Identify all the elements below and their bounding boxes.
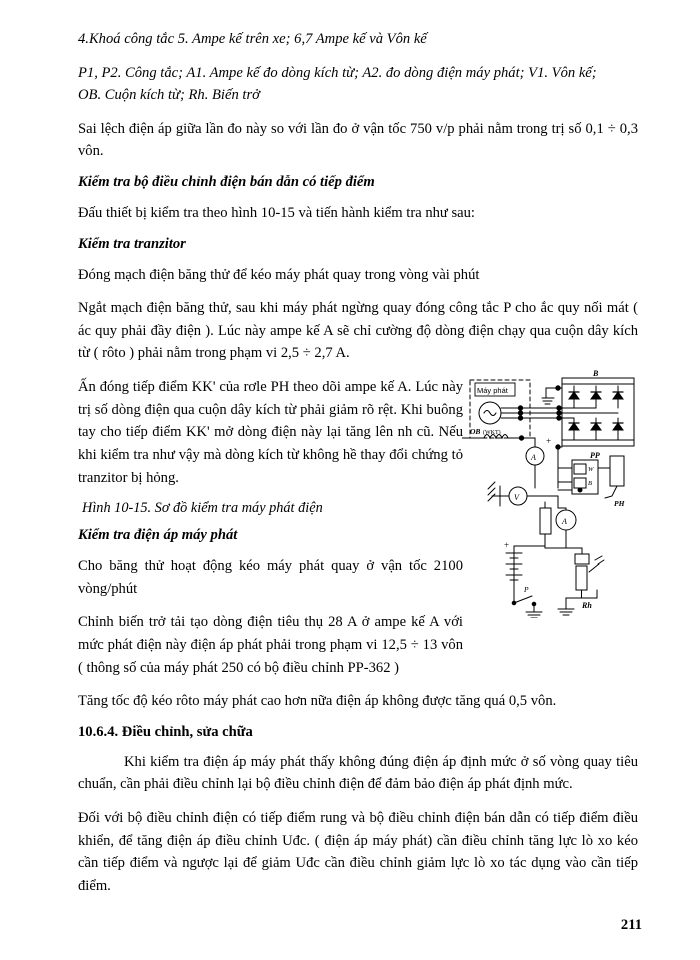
paragraph-open-circuit: Ngắt mạch điện băng thử, sau khi máy phát ngừng quay đóng công tắc P cho ắc quy nối mát ( ác quy phải đầy điện ). Lúc này ampe kế A sẽ chỉ cường độ dòng điện chạy qua cuộn dây kích từ ( rôto ) phải nằm trong phạm vi 2,5 ÷ 2,7 A. [78, 300, 638, 362]
ammeter-field-label: A [531, 453, 536, 462]
paragraph-rheostat-load: Chỉnh biến trở tải tạo dòng điện tiêu thụ 28 A ở ampe kế A với mức phát điện này điện áp phát phải trong phạm vi 12,5 ÷ 13 vôn ( thông số của máy phát 250 có bộ điều chỉnh PP-362 ) [78, 614, 463, 676]
page-number: 211 [620, 917, 642, 933]
relay-b-label: B [588, 480, 592, 487]
legend-line-1: 4.Khoá công tắc 5. Ampe kế trên xe; 6,7 Ampe kế và Vôn kế [78, 31, 427, 47]
paragraph-adjust-intro: Khi kiểm tra điện áp máy phát thấy không đúng điện áp định mức ở số vòng quay tiêu chuẩn, cần phải điều chỉnh lại bộ điều chỉnh điện để đảm bảo điện áp phát định mức. [78, 753, 638, 793]
switch-p-label: P [524, 585, 529, 594]
battery-plus-label: + [504, 540, 510, 550]
plus-node-label: + [546, 436, 552, 446]
paragraph-speed-increase: Tăng tốc độ kéo rôto máy phát cao hơn nữa điện áp không được tăng quá 0,5 vôn. [78, 693, 557, 710]
figure-caption: Hình 10-15. Sơ đồ kiểm tra máy phát điện [82, 500, 323, 517]
voltmeter-label: V [514, 493, 519, 502]
relay-w-label: W [588, 466, 594, 473]
legend-line-3: OB. Cuộn kích từ; Rh. Biến trở [78, 87, 260, 104]
paragraph-adjust-details: Đối với bộ điều chỉnh điện có tiếp điểm rung và bộ điều chỉnh điện bán dẫn có tiếp điểm điều khiển, để tăng điện áp điều chỉnh Uđc. ( điện áp máy phát) cần điều chỉnh tăng lực lò xo kéo cần tiếp điểm và ngược lại để giảm Uđc cần điều chỉnh giảm lực lò xo tác dụng vào cần tiếp điểm. [78, 810, 638, 894]
legend-line-2: P1, P2. Công tắc; A1. Ampe kế đo dòng kích từ; A2. đo dòng điện máy phát; V1. Vôn kế; [78, 64, 597, 81]
heading-check-generator-voltage: Kiểm tra điện áp máy phát [78, 527, 238, 544]
paragraph-setup-instructions: Đấu thiết bị kiểm tra theo hình 10-15 và tiến hành kiểm tra như sau: [78, 205, 475, 222]
paragraph-contact-kk: Ấn đóng tiếp điểm KK' của rơle PH theo dõi ampe kế A. Lúc này trị số dòng điện qua cuộn dây kích từ phải giảm rõ rệt. Khi buông tay cho tiếp điểm KK' mở dòng điện này lại tăng lên nh cũ. Nếu khi kiểm tra như vậy mà dòng kích từ không hề thay đổi chứng tỏ tranzitor bị hỏng. [78, 379, 463, 486]
ammeter-load-label: A [562, 517, 567, 526]
heading-section-10-6-4: 10.6.4. Điều chỉnh, sửa chữa [78, 723, 253, 740]
rectifier-label: B [593, 369, 599, 378]
field-coil-sublabel: (WKT) [483, 430, 501, 436]
heading-check-transistor: Kiểm tra tranzitor [78, 235, 186, 252]
paragraph-close-circuit: Đóng mạch điện băng thử để kéo máy phát quay trong vòng vài phút [78, 266, 480, 283]
paragraph-test-bench-speed: Cho băng thử hoạt động kéo máy phát quay ở vận tốc 2100 vòng/phút [78, 558, 463, 597]
relay-pp-label: PP [590, 451, 600, 460]
paragraph-voltage-deviation: Sai lệch điện áp giữa lần đo này so với lần đo ở vận tốc 750 v/p phải nằm trong trị số 0,1 ÷ 0,3 vôn. [78, 120, 638, 160]
rheostat-label: Rh [582, 601, 592, 610]
heading-check-semiconductor-regulator: Kiểm tra bộ điều chỉnh điện bán dẫn có tiếp điểm [78, 174, 375, 191]
relay-ph-label: PH [614, 499, 625, 508]
circuit-diagram-figure [462, 368, 648, 618]
generator-label: Máy phát [477, 386, 508, 395]
field-coil-label: OB [470, 427, 481, 436]
